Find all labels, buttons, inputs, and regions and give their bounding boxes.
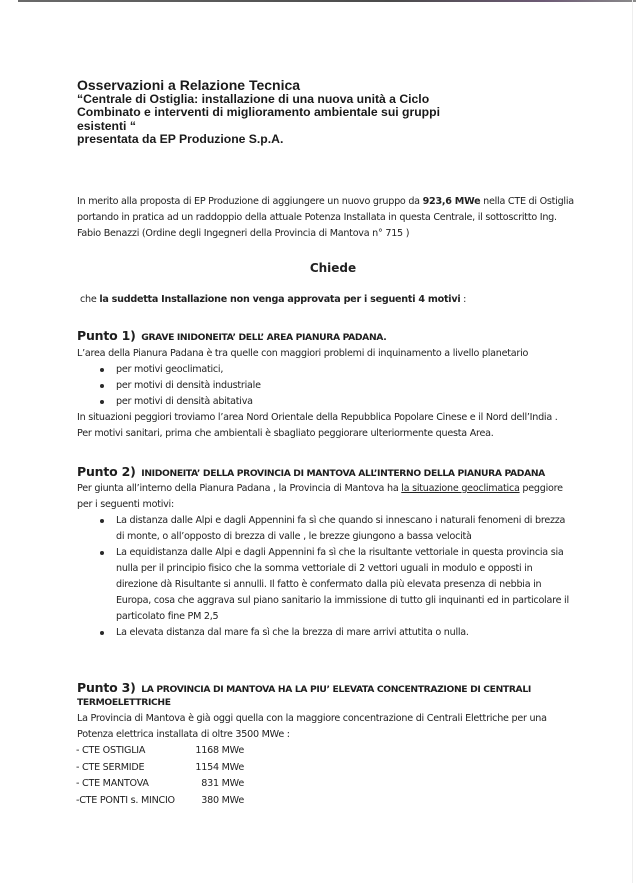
plant-power: 1154 MWe (195, 761, 244, 773)
plant-name: - CTE OSTIGLIA (76, 745, 146, 756)
list-item (77, 545, 627, 625)
bullet-icon (100, 368, 104, 372)
punto1-number: Punto 1) (77, 328, 136, 343)
scan-right-edge (632, 0, 633, 883)
scan-top-edge (18, 0, 636, 2)
punto3-title: LA PROVINCIA DI MANTOVA HA LA PIU’ ELEVATA CONCENTRAZIONE DI CENTRALI (141, 684, 531, 695)
request-line (80, 292, 466, 308)
power-plant-list (76, 743, 244, 809)
punto2-number: Punto 2) (77, 464, 136, 479)
list-item (77, 513, 627, 545)
plant-row (76, 793, 244, 810)
punto3-heading (77, 677, 531, 696)
punto1-bullet-list (77, 362, 627, 410)
document-subtitle-line: esistenti “ (77, 118, 136, 133)
plant-name: - CTE SERMIDE (76, 761, 145, 773)
punto1-lead: L’area della Pianura Padana è tra quelle con maggiori problemi di inquinamento a livello planetario (77, 348, 529, 359)
list-item-text: Europa, cosa che aggrava sul piano sanitario la immissione di tutto gli inquinanti ed in particolare il (116, 595, 569, 606)
punto2-lead-text: peggiore (519, 483, 563, 494)
list-item-text: per motivi di densità abitativa (116, 396, 253, 407)
plant-name: - CTE MANTOVA (76, 778, 149, 789)
intro-text: In merito alla proposta di EP Produzione di aggiungere un nuovo gruppo da (77, 196, 423, 207)
punto3-lead: Potenza elettrica installata di oltre 3500 MWe : (77, 729, 290, 740)
list-item (77, 378, 627, 394)
document-subtitle-line: Combinato e interventi di miglioramento ambientale sui gruppi (77, 105, 440, 120)
plant-power: 831 MWe (201, 778, 244, 789)
bullet-icon (100, 631, 104, 635)
intro-line: Fabio Benazzi (Ordine degli Ingegneri della Provincia di Mantova n° 715 ) (77, 228, 410, 239)
punto2-body (77, 481, 627, 641)
intro-paragraph (77, 194, 627, 242)
list-item-text: per motivi di densità industriale (116, 380, 261, 391)
plant-row (76, 760, 244, 777)
list-item (77, 394, 627, 410)
bullet-icon (100, 384, 104, 388)
punto2-heading (77, 461, 545, 480)
bullet-icon (100, 519, 104, 523)
list-item-text: direzione dà Risultante si annulli. Il fatto è confermato dalla più elevata presenza di nebbia in (116, 579, 542, 590)
bullet-icon (100, 551, 104, 555)
document-presenter: presentata da EP Produzione S.p.A. (77, 132, 284, 147)
punto3-body (77, 711, 627, 743)
punto1-heading (77, 325, 386, 344)
punto3-title-continued: TERMOELETTRICHE (77, 697, 171, 708)
punto3-lead: La Provincia di Mantova è già oggi quella con la maggiore concentrazione di Centrali Elettriche per una (77, 713, 547, 724)
chiede-heading: Chiede (309, 261, 357, 275)
document-title: Osservazioni a Relazione Tecnica (77, 77, 301, 93)
document-header (77, 77, 557, 147)
punto3-number: Punto 3) (77, 680, 136, 695)
punto2-underlined-text: la situazione geoclimatica (401, 483, 520, 494)
intro-line: portando in pratica ad un raddoppio della attuale Potenza Installata in questa Centrale, il sottoscritto Ing. (77, 212, 557, 223)
request-emphasis: la suddetta Installazione non venga approvata per i seguenti 4 motivi (99, 294, 461, 305)
list-item (77, 362, 627, 378)
punto2-title: INIDONEITA’ DELLA PROVINCIA DI MANTOVA ALL’INTERNO DELLA PIANURA PADANA (141, 468, 545, 479)
list-item-text: particolato fine PM 2,5 (116, 611, 219, 622)
plant-row (76, 776, 244, 793)
punto1-text-line: In situazioni peggiori troviamo l’area Nord Orientale della Repubblica Popolare Cinese e il Nord dell’India . (77, 412, 558, 423)
punto1-title: GRAVE INIDONEITA’ DELL’ AREA PIANURA PADANA. (141, 332, 387, 343)
punto2-bullet-list (77, 513, 627, 641)
plant-power: 1168 MWe (195, 745, 244, 756)
intro-text: nella CTE di Ostiglia (480, 196, 574, 207)
new-unit-power: 923,6 MWe (422, 196, 481, 207)
list-item-text: di monte, o all’opposto di brezza di valle , le brezze giungono a bassa velocità (116, 531, 472, 542)
plant-row (76, 743, 244, 760)
intro-line (77, 194, 627, 210)
document-subtitle-line: “Centrale di Ostiglia: installazione di una nuova unità a Ciclo (77, 92, 430, 106)
request-text: : (460, 294, 467, 305)
punto1-text-line: Per motivi sanitari, prima che ambientali è sbagliato peggiorare ulteriormente questa Area. (77, 428, 494, 439)
list-item-text: per motivi geoclimatici, (116, 364, 224, 375)
request-text: che (80, 294, 100, 305)
plant-power: 380 MWe (201, 794, 244, 806)
punto2-lead (77, 481, 627, 497)
list-item (77, 625, 627, 641)
punto2-lead: per i seguenti motivi: (77, 499, 174, 510)
list-item-text: La elevata distanza dal mare fa sì che la brezza di mare arrivi attutita o nulla. (116, 627, 469, 638)
bullet-icon (100, 400, 104, 404)
list-item-text: La distanza dalle Alpi e dagli Appennini fa sì che quando si innescano i naturali fenomeni di brezza (116, 515, 566, 526)
punto2-lead-text: Per giunta all’interno della Pianura Padana , la Provincia di Mantova ha (77, 483, 402, 494)
punto1-body (77, 346, 627, 442)
list-item-text: nulla per il principio fisico che la somma vettoriale di 2 vettori uguali in modulo e opposti in (116, 563, 533, 574)
plant-name: -CTE PONTI s. MINCIO (76, 794, 175, 806)
list-item-text: La equidistanza dalle Alpi e dagli Appennini fa sì che la risultante vettoriale in questa provincia sia (116, 547, 564, 558)
